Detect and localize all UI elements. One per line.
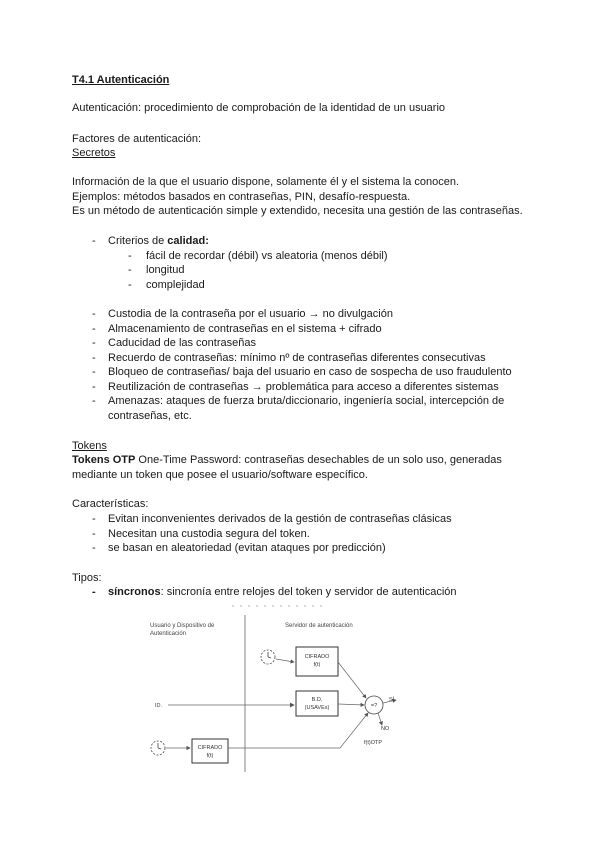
secrets-bullet-continuation: contraseñas, etc. — [108, 410, 192, 422]
no-label: NO — [381, 726, 390, 732]
user-cipher-label-1: CIFRADO — [197, 745, 223, 751]
criteria-item: complejidad — [146, 279, 205, 291]
secrets-bullet: Caducidad de las contraseñas — [108, 337, 256, 349]
otp-text: One-Time Password: contraseñas desechables de un solo uso, generadas — [135, 454, 502, 466]
definition-text: Autenticación: procedimiento de comprobación de la identidad de un usuario — [72, 102, 446, 114]
user-clock-icon — [151, 741, 165, 755]
bullet-dash: - — [128, 279, 132, 291]
user-cipher-label-2: f(t) — [206, 753, 214, 759]
user-cipher-box — [192, 739, 228, 763]
server-cipher-label-1: CIFRADO — [304, 654, 330, 660]
secrets-line: Ejemplos: métodos basados en contraseñas, PIN, desafío-respuesta. — [72, 191, 411, 203]
secrets-line: Información de la que el usuario dispone, solamente él y el sistema la conocen. — [72, 176, 460, 188]
database-box — [296, 691, 338, 716]
bullet-dash: - — [92, 513, 96, 525]
secrets-bullet: Custodia de la contraseña por el usuario → no divulgación — [108, 308, 393, 320]
bullet-dash: - — [92, 586, 96, 598]
bullet-dash: - — [92, 235, 96, 247]
clock-to-cipher-arrow — [276, 659, 294, 662]
type-text: : sincronía entre relojes del token y servidor de autenticación — [160, 586, 457, 598]
secrets-heading: Secretos — [72, 147, 116, 159]
bullet-dash: - — [92, 395, 96, 407]
bullet-dash: - — [128, 264, 132, 276]
secrets-bullet: Almacenamiento de contraseñas en el sistema + cifrado — [108, 323, 382, 335]
left-title-1: Usuario y Dispositivo de — [150, 623, 215, 629]
criteria-item: fácil de recordar (débil) vs aleatoria (menos débil) — [146, 250, 388, 262]
page-title: T4.1 Autenticación — [72, 74, 170, 86]
bullet-dash: - — [92, 352, 96, 364]
bullet-dash: - — [92, 542, 96, 554]
secrets-line: Es un método de autenticación simple y extendido, necesita una gestión de las contraseñas. — [72, 205, 523, 217]
criteria-item: longitud — [146, 264, 185, 276]
otp-arrow — [228, 713, 368, 748]
otp-label: f(t)OTP — [364, 740, 383, 746]
feature-item: Necesitan una custodia segura del token. — [108, 528, 310, 540]
criteria-prefix: Criterios de — [108, 235, 168, 247]
bullet-dash: - — [92, 366, 96, 378]
criteria-bold: calidad: — [167, 235, 209, 247]
bullet-dash: - — [92, 308, 96, 320]
yes-label: SÍ — [389, 697, 395, 703]
bullet-dash: - — [92, 528, 96, 540]
feature-item: Evitan inconvenientes derivados de la gestión de contraseñas clásicas — [108, 513, 452, 525]
secrets-bullet: Reutilización de contraseñas → problemática para acceso a diferentes sistemas — [108, 381, 499, 393]
bullet-dash: - — [92, 337, 96, 349]
features-heading: Características: — [72, 498, 149, 510]
no-arrow — [378, 713, 382, 725]
server-cipher-label-2: f(t) — [313, 662, 321, 668]
otp-bold: Tokens OTP — [72, 454, 136, 466]
bullet-dash: - — [92, 381, 96, 393]
right-title: Servidor de autenticación — [285, 623, 353, 629]
factors-heading: Factores de autenticación: — [72, 133, 202, 145]
id-label: ID. — [155, 703, 163, 709]
server-clock-icon — [261, 650, 275, 664]
database-label-1: B.D. — [311, 697, 323, 703]
tokens-heading: Tokens — [72, 440, 107, 452]
feature-item: se basan en aleatoriedad (evitan ataques por predicción) — [108, 542, 386, 554]
compare-label: =? — [370, 703, 378, 709]
cipher-to-compare-arrow — [338, 662, 366, 698]
left-title-2: Autenticación — [150, 631, 187, 637]
db-to-compare-arrow — [338, 704, 364, 705]
secrets-bullet: Recuerdo de contraseñas: mínimo nº de contraseñas diferentes consecutivas — [108, 352, 486, 364]
types-heading: Tipos: — [72, 572, 102, 584]
otp-line-2: mediante un token que posee el usuario/software específico. — [72, 469, 368, 481]
database-label-2: (USAVEs) — [304, 705, 330, 711]
secrets-bullet: Bloqueo de contraseñas/ baja del usuario en caso de sospecha de uso fraudulento — [108, 366, 512, 378]
type-bold: síncronos — [108, 586, 161, 598]
secrets-bullet: Amenazas: ataques de fuerza bruta/diccionario, ingeniería social, intercepción de — [108, 395, 505, 407]
bullet-dash: - — [128, 250, 132, 262]
bullet-dash: - — [92, 323, 96, 335]
